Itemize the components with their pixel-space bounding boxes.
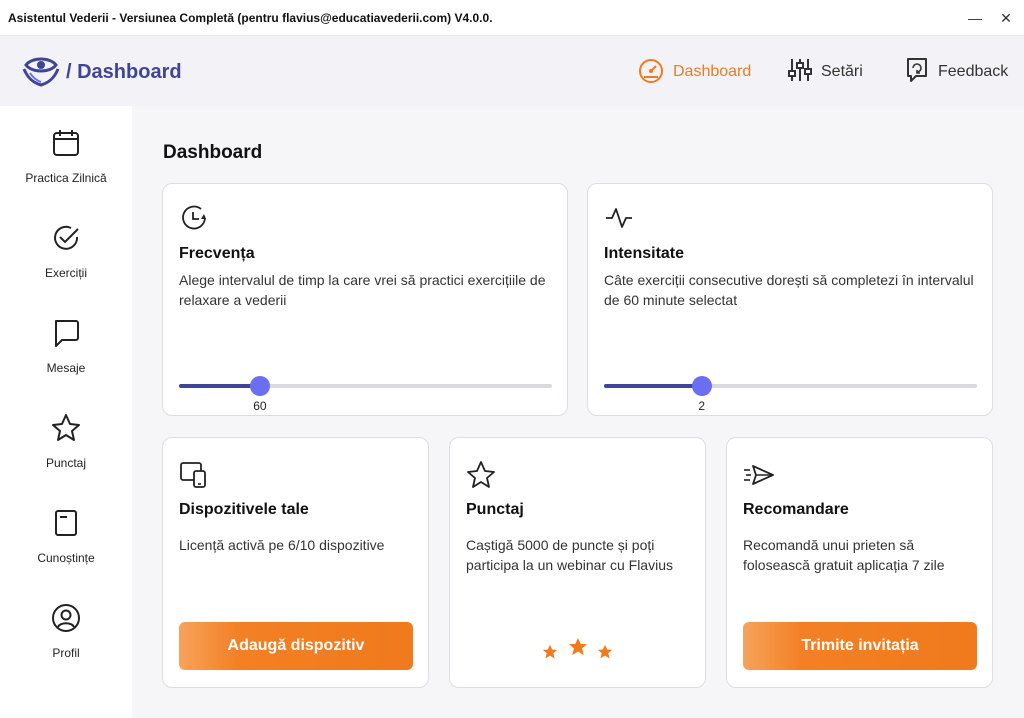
frequency-title: Frecvența <box>179 245 255 262</box>
intensity-description: Câte exerciții consecutive dorești să completezi în intervalul de 60 minute selectat <box>604 272 974 308</box>
sidebar-item-label: Exerciții <box>44 266 87 280</box>
small-star-icon <box>543 645 557 659</box>
referral-card <box>726 437 993 688</box>
slider-thumb[interactable] <box>692 376 712 396</box>
sidebar <box>0 106 132 718</box>
devices-card <box>162 437 429 688</box>
sidebar-item-practica-zilnica[interactable] <box>0 128 132 208</box>
intensity-title: Intensitate <box>604 245 685 262</box>
frequency-slider[interactable] <box>179 376 552 413</box>
frequency-card <box>162 183 568 416</box>
close-button[interactable]: ✕ <box>1000 9 1012 26</box>
star-icon <box>466 460 496 495</box>
eye-logo-icon <box>22 55 60 92</box>
sidebar-item-punctaj[interactable] <box>0 413 132 493</box>
pulse-icon <box>604 204 634 237</box>
frequency-value: 60 <box>253 399 267 413</box>
nav-dashboard-label: Dashboard <box>673 63 752 80</box>
nav-feedback[interactable] <box>904 56 1008 88</box>
page-title: Dashboard <box>163 142 263 163</box>
user-icon <box>51 603 81 638</box>
slider-fill <box>604 384 702 388</box>
sidebar-item-label: Profil <box>52 646 80 660</box>
message-icon <box>51 318 81 353</box>
points-card <box>449 437 706 688</box>
add-device-button[interactable]: Adaugă dispozitiv <box>179 622 413 670</box>
paper-plane-icon <box>743 460 775 495</box>
minimize-button[interactable]: — <box>968 10 982 26</box>
slider-thumb[interactable] <box>250 376 270 396</box>
devices-description: Licență activă pe 6/10 dispozitive <box>179 537 385 553</box>
points-description: Caștigă 5000 de puncte și poți participa la un webinar cu Flavius <box>466 537 673 573</box>
referral-description: Recomandă unui prieten să folosească gratuit aplicația 7 zile <box>743 537 945 573</box>
small-star-icon <box>598 645 612 659</box>
referral-title: Recomandare <box>743 501 849 518</box>
large-star-icon <box>569 638 587 655</box>
sidebar-item-label: Cunoștințe <box>37 551 95 565</box>
star-icon <box>51 413 81 448</box>
sidebar-item-profil[interactable] <box>0 603 132 683</box>
speedometer-icon <box>637 57 665 88</box>
sidebar-item-label: Punctaj <box>45 456 87 470</box>
stars-decoration <box>538 638 618 662</box>
sidebar-item-label: Practica Zilnică <box>25 171 107 185</box>
intensity-value: 2 <box>698 399 706 413</box>
intensity-slider[interactable] <box>604 376 977 413</box>
sliders-icon <box>787 56 813 89</box>
title-bar <box>0 0 1024 36</box>
clock-icon <box>179 204 209 237</box>
frequency-description: Alege intervalul de timp la care vrei să practici exercițiile de relaxare a vederii <box>179 272 546 308</box>
sidebar-item-cunostinte[interactable] <box>0 508 132 588</box>
devices-title: Dispozitivele tale <box>179 501 309 518</box>
sidebar-item-label: Mesaje <box>46 361 86 375</box>
slider-fill <box>179 384 260 388</box>
intensity-card <box>587 183 993 416</box>
breadcrumb: / Dashboard <box>66 61 182 83</box>
sidebar-item-exercitii[interactable] <box>0 223 132 303</box>
nav-dashboard[interactable] <box>637 56 751 88</box>
send-invite-button[interactable]: Trimite invitația <box>743 622 977 670</box>
nav-feedback-label: Feedback <box>938 63 1009 80</box>
sidebar-item-mesaje[interactable] <box>0 318 132 398</box>
book-icon <box>51 508 81 543</box>
points-title: Punctaj <box>466 501 524 518</box>
window-title: Asistentul Vederii - Versiunea Completă (pentru flavius@educatiavederii.com) V4.0.0. <box>8 11 493 25</box>
nav-settings-label: Setări <box>821 63 863 80</box>
calendar-icon <box>51 128 81 163</box>
devices-icon <box>179 460 209 495</box>
feedback-icon <box>904 56 930 89</box>
check-circle-icon <box>51 223 81 258</box>
nav-settings[interactable] <box>787 56 863 88</box>
